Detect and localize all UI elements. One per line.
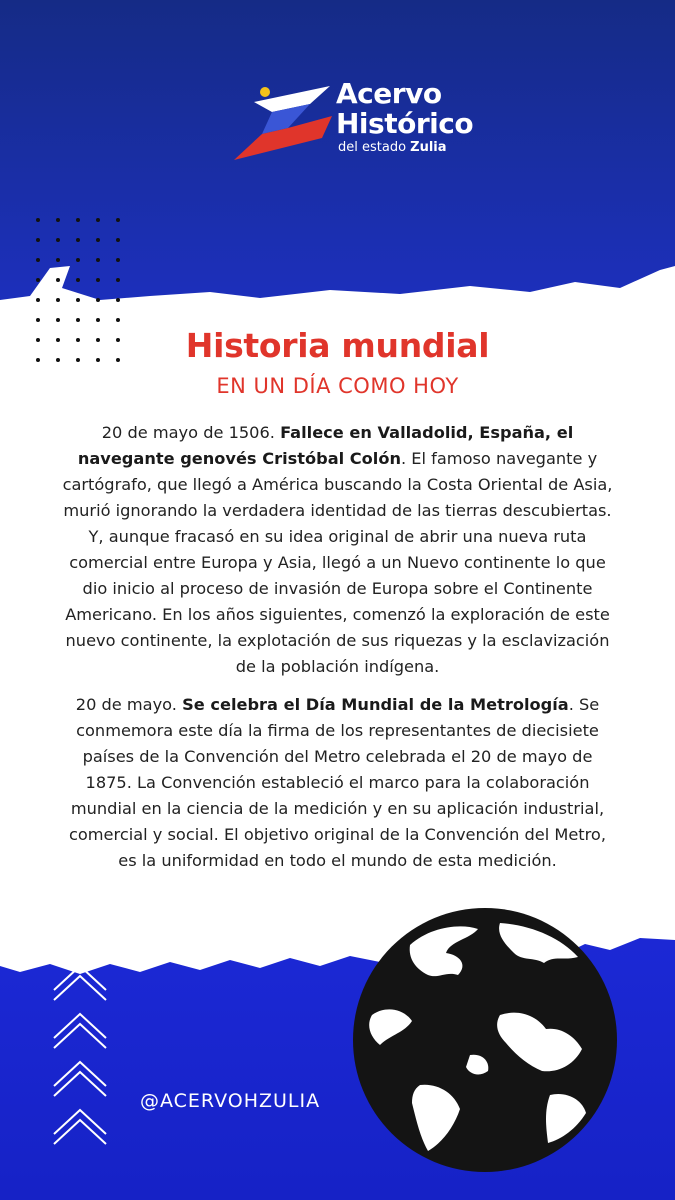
entry-colon-text: . El famoso navegante y cartógrafo, que llegó a América buscando la Costa Oriental de Asia, murió ignorando la verdadera identidad de las tierras descubiertas. Y, aunque fracasó en su idea original de abrir una nueva ruta comercial entre Europa y Asia, llegó a un Nuevo continente lo que dio inicio al proceso de invasión de Europa sobre el Continente Americano. En los años siguientes, comenzó la exploración de este nuevo continente, la explotación de sus riquezas y la esclavización de la población indígena. [62, 449, 613, 676]
decorative-dot [116, 318, 120, 322]
decorative-dot [76, 258, 80, 262]
decorative-dot [36, 298, 40, 302]
decorative-dot [36, 218, 40, 222]
decorative-dot [96, 278, 100, 282]
page-title: Historia mundial [185, 326, 490, 365]
entry-colon [60, 420, 615, 680]
decorative-dot [56, 278, 60, 282]
decorative-dot [56, 298, 60, 302]
decorative-dot [76, 298, 80, 302]
decorative-dot [56, 218, 60, 222]
entry-metrologia-text: . Se conmemora este día la firma de los representantes de diecisiete países de la Convención del Metro celebrada el 20 de mayo de 1875. La Convención estableció el marco para la colaboración mundial en la ciencia de la medición y en su aplicación industrial, comercial y social. El objetivo original de la Convención del Metro, es la uniformidad en todo el mundo de esta medición. [68, 695, 606, 870]
decorative-dot [116, 278, 120, 282]
page-subtitle: EN UN DÍA COMO HOY [216, 374, 459, 398]
decorative-dot [116, 298, 120, 302]
decorative-dot [36, 318, 40, 322]
globe-icon [350, 905, 620, 1175]
decorative-dot [36, 238, 40, 242]
decorative-dot [36, 258, 40, 262]
entry-colon-headline: Fallece en Valladolid, España, el navegante genovés Cristóbal Colón [77, 423, 574, 468]
decorative-dot [76, 318, 80, 322]
decorative-dot [36, 278, 40, 282]
social-handle: @ACERVOHZULIA [140, 1090, 321, 1112]
logo-state-prefix: del estado [338, 140, 411, 155]
decorative-dot [116, 218, 120, 222]
decorative-dot [96, 238, 100, 242]
logo-line-historico: Histórico [336, 107, 474, 140]
logo-wordmark [336, 77, 474, 155]
entry-metrologia-headline: Se celebra el Día Mundial de la Metrología [182, 695, 569, 714]
entry-metrologia [60, 692, 615, 874]
decorative-dot [76, 218, 80, 222]
decorative-dot [76, 238, 80, 242]
decorative-dot [56, 258, 60, 262]
logo-line-state [338, 141, 473, 154]
decorative-dot [96, 218, 100, 222]
chevron-up-icon [50, 960, 110, 1150]
decorative-dot [76, 278, 80, 282]
decorative-dot [96, 318, 100, 322]
decorative-dot [56, 318, 60, 322]
article-body [60, 420, 615, 886]
logo-line-acervo: Acervo [336, 77, 442, 110]
entry-metrologia-date: 20 de mayo. [75, 695, 183, 714]
decorative-dot [96, 298, 100, 302]
decorative-dot [56, 238, 60, 242]
decorative-dot [116, 238, 120, 242]
entry-colon-date: 20 de mayo de 1506. [101, 423, 281, 442]
decorative-dot [116, 258, 120, 262]
decorative-dot [96, 258, 100, 262]
logo-state-name: Zulia [410, 140, 447, 155]
